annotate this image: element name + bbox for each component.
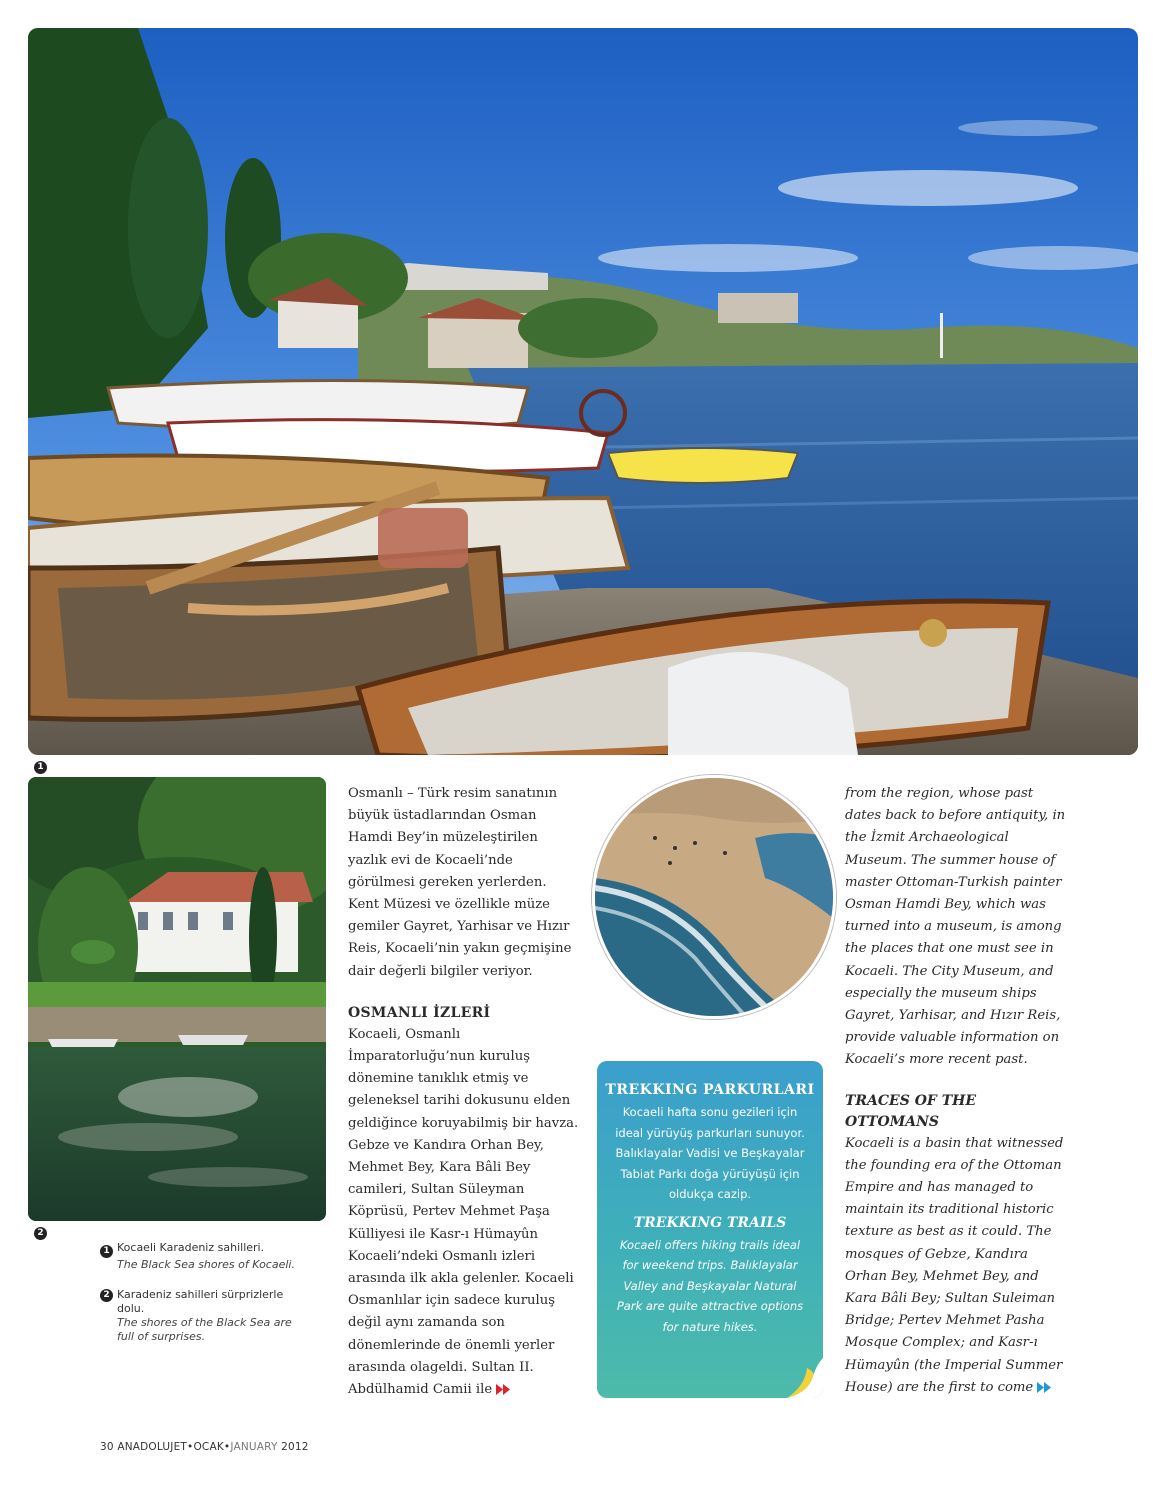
photo-number-badge-2: 2 xyxy=(34,1227,47,1240)
caption-1-en: The Black Sea shores of Kocaeli. xyxy=(117,1258,295,1271)
trekking-text-tr: Kocaeli hafta sonu gezileri için ideal yürüyüş parkurları sunuyor. Balıklayalar Vadisi ve Beşkayalar Tabiat Parkı doğa yürüyüşü için oldukça cazip. xyxy=(615,1105,805,1201)
photo-black-sea-summer-house xyxy=(28,777,326,1221)
footer-year: 2012 xyxy=(281,1441,309,1453)
caption-number-1: 1 xyxy=(100,1245,113,1258)
circle-photo-beach-coast xyxy=(592,775,836,1019)
tr-paragraph-2-text: Kocaeli, Osmanlı İmparatorluğu’nun kuruluş dönemine tanıklık etmiş ve geleneksel tarihi dokusunu elden geldiğince koruyabilmiş bir havza. Gebze ve Kandıra Orhan Bey, Mehmet Bey, Kara Bâli Bey camileri, Sultan Süleyman Köprüsü, Pertev Mehmet Paşa Külliyesi ile Kasr-ı Hümayûn Kocaeli’ndeki Osmanlı izleri arasında ilk akla gelenler. Kocaeli Osmanlılar için sadece kuruluş değil aynı zamanda son dönemlerinde de önemli yerler arasında olageldi. Sultan II. Abdülhamid Camii ile xyxy=(348,1026,579,1398)
caption-2 xyxy=(100,1288,300,1344)
magazine-name: ANADOLUJET xyxy=(117,1441,188,1453)
page-number: 30 xyxy=(100,1441,114,1453)
footer-month-en: JANUARY xyxy=(230,1441,278,1453)
tr-heading-osmanli-izleri: OSMANLI İZLERİ xyxy=(348,1004,491,1021)
en-heading-traces-of-the-ottomans: TRACES OF THE OTTOMANS xyxy=(845,1092,977,1130)
trekking-info-box xyxy=(597,1061,823,1398)
page-footer xyxy=(100,1441,309,1453)
footer-month-tr: OCAK xyxy=(193,1441,224,1453)
continue-arrow-red-icon xyxy=(496,1384,511,1395)
caption-1-tr: Kocaeli Karadeniz sahilleri. xyxy=(117,1241,265,1254)
photo-number-badge-1: 1 xyxy=(34,761,47,774)
english-text-column xyxy=(845,783,1070,1399)
footer-separator-1: • xyxy=(187,1441,194,1453)
hero-photo-kocaeli-shore xyxy=(28,28,1138,755)
caption-2-en: The shores of the Black Sea are full of surprises. xyxy=(117,1316,292,1343)
caption-number-2: 2 xyxy=(100,1289,113,1302)
caption-2-tr: Karadeniz sahilleri sürprizlerle dolu. xyxy=(117,1288,284,1315)
trekking-title-tr: TREKKING PARKURLARI xyxy=(605,1082,815,1098)
page-curl-icon xyxy=(787,1358,823,1398)
footer-separator-2: • xyxy=(223,1441,231,1453)
continue-arrow-blue-icon xyxy=(1037,1382,1052,1393)
caption-1 xyxy=(100,1241,300,1272)
trekking-text-en: Kocaeli offers hiking trails ideal for weekend trips. Balıklayalar Valley and Beşkayalar Natural Park are quite attractive options for nature hikes. xyxy=(616,1237,804,1334)
en-paragraph-2-text: Kocaeli is a basin that witnessed the founding era of the Ottoman Empire and has managed to maintain its traditional historic texture as best as it could. The mosques of Gebze, Kandıra Orhan Bey, Mehmet Bey, and Kara Bâli Bey; Sultan Suleiman Bridge; Pertev Mehmet Pasha Mosque Complex; and Kasr-ı Hümayûn (the Imperial Summer House) are the first to come xyxy=(845,1135,1064,1395)
tr-paragraph-1: Osmanlı – Türk resim sanatının büyük üstadlarından Osman Hamdi Bey’in müzeleştirilen yazlık evi de Kocaeli’nde görülmesi gereken yerlerden. Kent Müzesi ve özellikle müze gemiler Gayret, Yarhisar ve Hızır Reis, Kocaeli’nin yakın geçmişine dair değerli bilgiler veriyor. xyxy=(348,786,572,979)
trekking-title-en: TREKKING TRAILS xyxy=(633,1214,787,1231)
tr-paragraph-2 xyxy=(348,1024,580,1401)
en-paragraph-1: from the region, whose past dates back to before antiquity, in the İzmit Archaeological Museum. The summer house of master Ottoman-Turkish painter Osman Hamdi Bey, which was turned into a museum, is among the places that one must see in Kocaeli. The City Museum, and especially the museum ships Gayret, Yarhisar, and Hızır Reis, provide valuable information on Kocaeli’s more recent past. xyxy=(845,786,1066,1068)
en-paragraph-2 xyxy=(845,1133,1070,1399)
turkish-text-column xyxy=(348,783,580,1401)
